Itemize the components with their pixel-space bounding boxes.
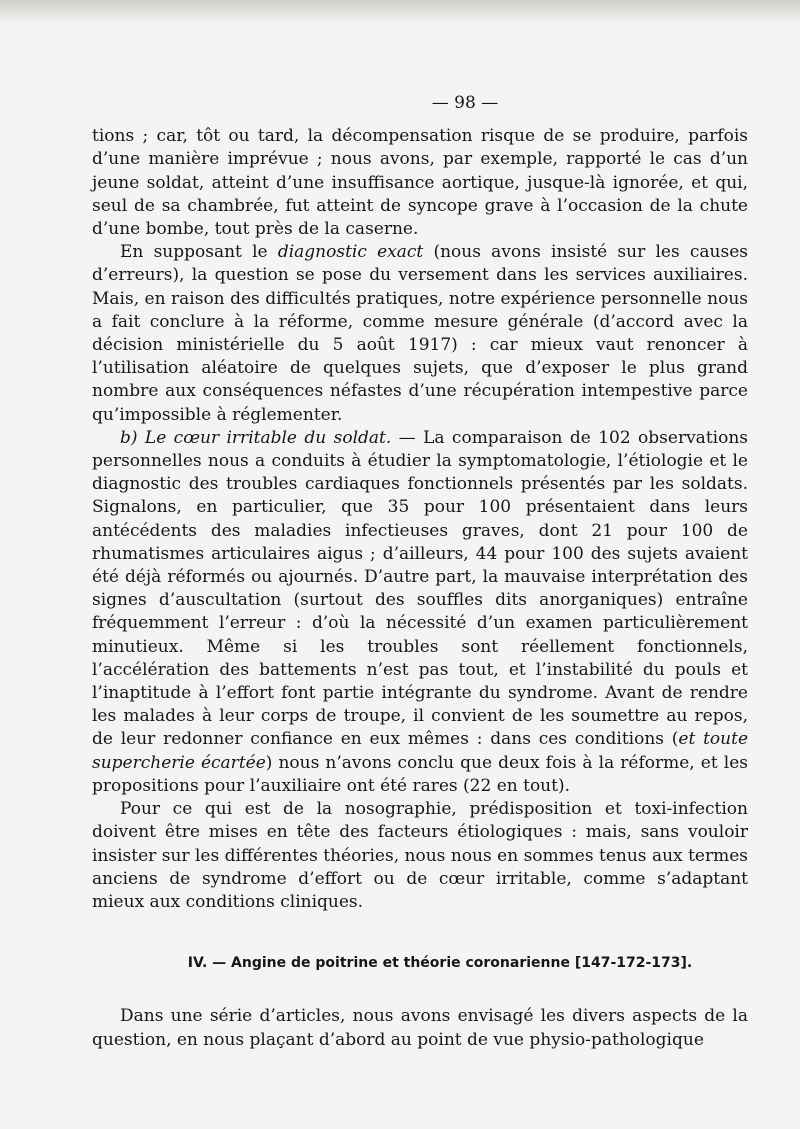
paragraph-3 (92, 427, 748, 798)
paragraph-2 (92, 241, 748, 427)
section-heading: IV. — Angine de poitrine et théorie coronarienne [147-172-173]. (187, 955, 693, 972)
paragraph-3-italic: et toute supercherie écartée (92, 729, 748, 773)
paragraph-4: Pour ce qui est de la nosographie, prédisposition et toxi-infection doivent être mises en tête des facteurs étiologiques : mais, sans vouloir insister sur les différentes théories, nous nous en sommes tenus aux termes anciens de syndrome d’effort ou de cœur irritable, comme s’adaptant mieux aux conditions cliniques. (92, 799, 748, 912)
paragraph-1: tions ; car, tôt ou tard, la décompensation risque de se produire, parfois d’une manière imprévue ; nous avons, par exemple, rapporté le cas d’un jeune soldat, atteint d’une insuffisance aortique, jusque-là ignorée, et qui, seul de sa chambrée, fut atteint de syncope grave à l’occasion de la chute d’une bombe, tout près de la caserne. (92, 126, 748, 240)
page-number: — 98 — (431, 93, 499, 113)
paragraph-3-text-b: ) nous n’avons conclu que deux fois à la réforme, et les propositions pour l’auxiliaire ont été rares (22 en tout). (92, 752, 748, 796)
paragraph-2-text-b: (nous avons insisté sur les causes d’erreurs), la question se pose du versement dans les services auxiliaires. Mais, en raison des difficultés pratiques, notre expérience personnelle nous a fait conclure à la réforme, comme mesure générale (d’accord avec la décision ministérielle du 5 août 1917) : car mieux vaut renoncer à l’utilisation aléatoire de quelques sujets, que d’exposer le plus grand nombre aux conséquences néfastes d’une récupération intempestive parce qu’impossible à réglementer. (92, 242, 749, 425)
paragraph-3-text-a: — La comparaison de 102 observations personnelles nous a conduits à étudier la symptomatologie, l’étiologie et le diagnostic des troubles cardiaques fonctionnels présentés par les soldats. Signalons, en particulier, que 35 pour 100 présentaient dans leurs antécédents des maladies infectieuses graves, dont 21 pour 100 de rhumatismes articulaires aigus ; d’ailleurs, 44 pour 100 des sujets avaient été déjà réformés ou ajournés. D’autre part, la mauvaise interprétation des signes d’auscultation (surtout des souffles dits anorganiques) entraîne fréquemment l’erreur : d’où la nécessité d’un examen particulièrement minutieux. Même si les troubles sont réellement fonctionnels, l’accélération des battements n’est pas tout, et l’instabilité du pouls et l’inaptitude à l’effort font partie intégrante du syndrome. Avant de rendre les malades à leur corps de troupe, il convient de les soumettre au repos, de leur redonner confiance en eux mêmes : dans ces conditions ( (92, 427, 748, 750)
document-page (92, 92, 748, 1052)
paragraph-2-text-a: En supposant le (120, 242, 278, 263)
section-b-label: b) Le cœur irritable du soldat. (120, 427, 392, 448)
scan-edge-shadow (0, 0, 800, 24)
paragraph-5: Dans une série d’articles, nous avons envisagé les divers aspects de la question, en nous plaçant d’abord au point de vue physio-pathologique (92, 1006, 748, 1050)
paragraph-2-italic: diagnostic exact (277, 242, 424, 263)
